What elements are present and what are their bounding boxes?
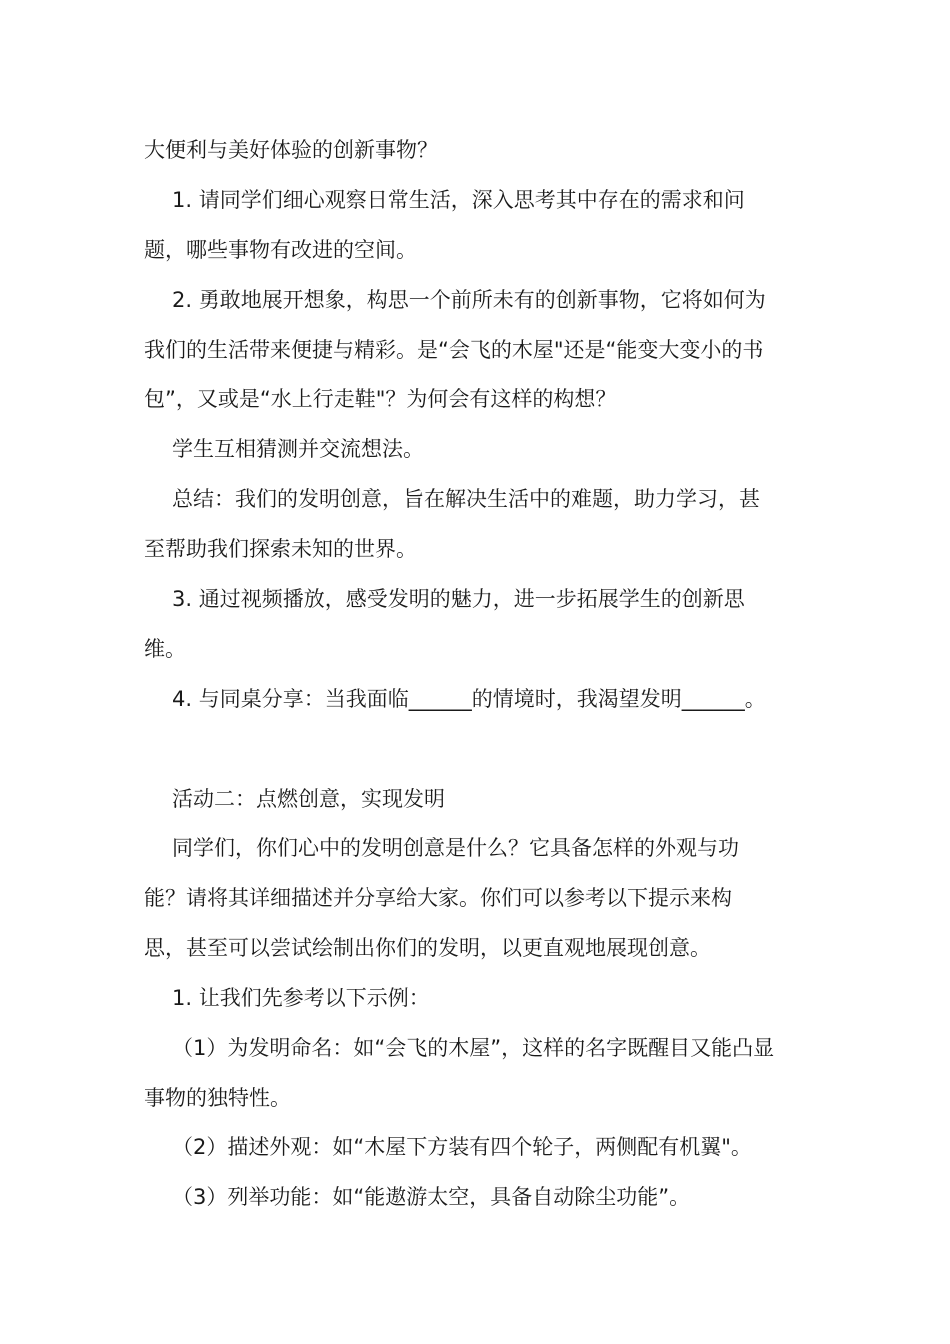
list-item-1-line: 1. 请同学们细心观察日常生活，深入思考其中存在的需求和问 <box>172 188 745 212</box>
list-item-4-line: 4. 与同桌分享：当我面临______的情境时，我渴望发明______。 <box>172 687 766 711</box>
paragraph-line: 我们的生活带来便捷与精彩。是“会飞的木屋"还是“能变大变小的书 <box>144 338 764 362</box>
paragraph-line: 大便利与美好体验的创新事物？ <box>144 138 438 162</box>
paragraph-line: 能？请将其详细描述并分享给大家。你们可以参考以下提示来构 <box>144 886 732 910</box>
paragraph-line: 题，哪些事物有改进的空间。 <box>144 238 417 262</box>
sub-item-2-line: （2）描述外观：如“木屋下方装有四个轮子，两侧配有机翼"。 <box>172 1135 752 1159</box>
list-item-2-line: 2. 勇敢地展开想象，构思一个前所未有的创新事物，它将如何为 <box>172 288 766 312</box>
paragraph-line: 事物的独特性。 <box>144 1086 291 1110</box>
paragraph-line: 同学们，你们心中的发明创意是什么？它具备怎样的外观与功 <box>172 836 739 860</box>
paragraph-line: 思，甚至可以尝试绘制出你们的发明，以更直观地展现创意。 <box>144 936 711 960</box>
section-heading: 活动二：点燃创意，实现发明 <box>172 787 445 811</box>
paragraph-line: 至帮助我们探索未知的世界。 <box>144 537 417 561</box>
summary-line: 总结：我们的发明创意，旨在解决生活中的难题，助力学习，甚 <box>172 487 760 511</box>
sub-item-3-line: （3）列举功能：如“能遨游太空，具备自动除尘功能”。 <box>172 1185 691 1209</box>
paragraph-line: 维。 <box>144 637 186 661</box>
sub-item-1-line: （1）为发明命名：如“会飞的木屋”，这样的名字既醒目又能凸显 <box>172 1036 775 1060</box>
list-item-3-line: 3. 通过视频播放，感受发明的魅力，进一步拓展学生的创新思 <box>172 587 745 611</box>
paragraph-line: 包”，又或是“水上行走鞋"？为何会有这样的构想？ <box>144 387 617 411</box>
list-item-1-line: 1. 让我们先参考以下示例： <box>172 986 430 1010</box>
paragraph-line: 学生互相猜测并交流想法。 <box>172 437 424 461</box>
